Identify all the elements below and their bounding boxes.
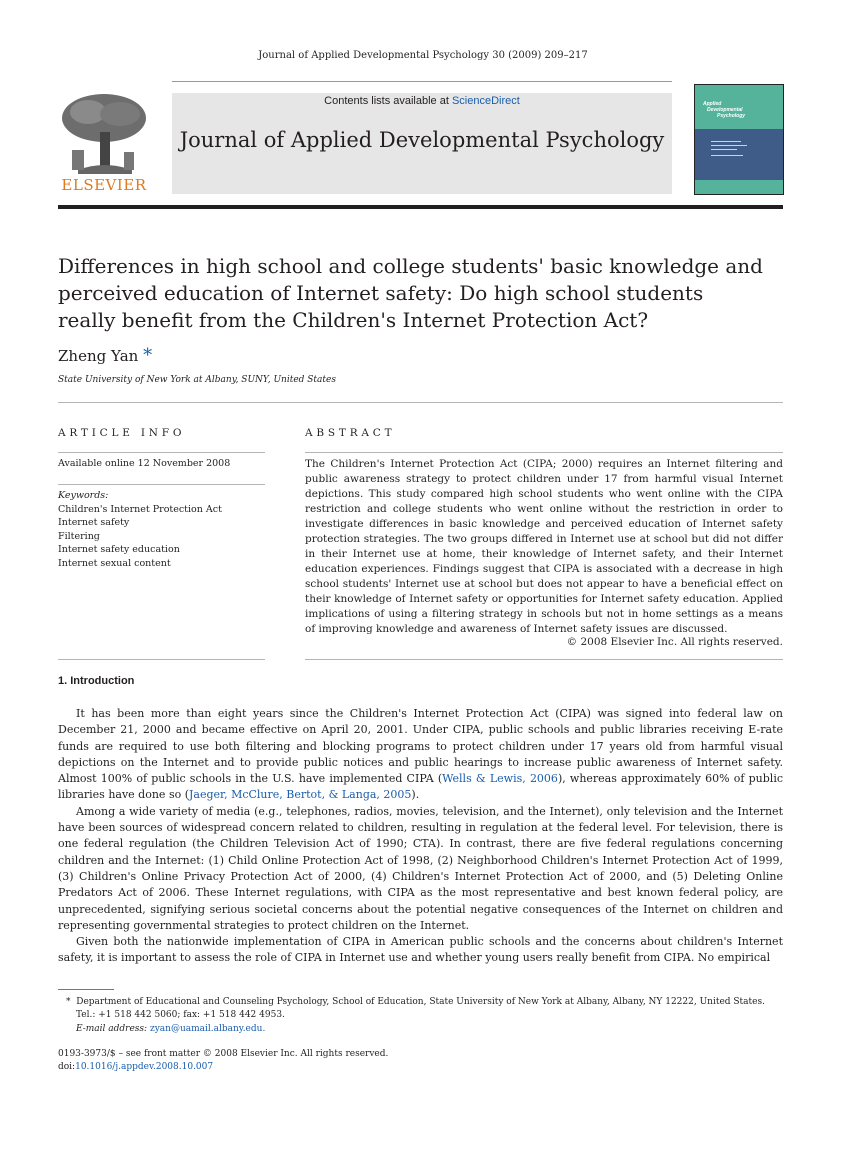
header-rule [172, 81, 672, 82]
abstract-heading: ABSTRACT [305, 427, 396, 439]
article-info-bottom-rule [58, 659, 265, 660]
footnote-rule [58, 989, 114, 990]
author: Zheng Yan * [58, 345, 153, 366]
introduction-body [58, 706, 783, 967]
citation-link[interactable]: Jaeger, McClure, Bertot, & Langa, 2005 [189, 788, 412, 802]
journal-cover [694, 84, 784, 195]
author-footnote-link[interactable]: * [143, 345, 153, 366]
section-rule [58, 402, 783, 403]
keyword-item: Internet safety [58, 517, 130, 528]
paragraph: Given both the nationwide implementation of CIPA in American public schools and the concerns about children's Internet safety, it is important to assess the role of CIPA in Internet use and whether young users really benefit from CIPA. No empirical [58, 935, 783, 965]
paragraph: Among a wide variety of media (e.g., telephones, radios, movies, television, and the Internet), only television and the Internet have been sources of widespread concern related to children, resulting in regulation at the federal level. For television, there is one federal regulation (the Children Television Act of 1990; CTA). In contrast, there are five federal regulations concerning children and the Internet: (1) Child Online Protection Act of 1998, (2) Neighborhood Children's Internet Protection Act of 1999, (3) Children's Online Privacy Protection Act of 2000, (4) Children's Internet Protection Act of 2000, and (5) Deleting Online Predators Act of 2006. These Internet regulations, with CIPA as the most representative and best known federal policy, are unprecedented, signifying serious societal concerns about the potential negative consequences of the Internet on children and representing governmental strategies to protect children on the Internet. [58, 804, 783, 932]
journal-name: Journal of Applied Developmental Psychology [179, 128, 665, 152]
paragraph: It has been more than eight years since the Children's Internet Protection Act (CIPA) was signed into federal law on December 21, 2000 and became effective on April 20, 2001. Under CIPA, public schools and public libraries receiving E-rate funds are required to use both filtering and blocking programs to protect children under 17 years old from harmful visual depictions on the Internet and to provide public notices and public hearings to increase public awareness of Internet safety. Almost 100% of public schools in the U.S. have implemented CIPA (Wells & Lewis, 2006), whereas approximately 60% of public libraries have done so (Jaeger, McClure, Bertot, & Langa, 2005). [58, 707, 783, 802]
header-thick-rule [58, 205, 783, 209]
publisher-wordmark: ELSEVIER [61, 176, 147, 194]
section-heading-introduction: 1. Introduction [58, 675, 135, 687]
keywords: Keywords: Children's Internet Protection Act Internet safety Filtering Internet safety education Internet sexual content [58, 490, 222, 569]
copyright: © 2008 Elsevier Inc. All rights reserved. [566, 636, 783, 648]
doi-link[interactable]: 10.1016/j.appdev.2008.10.007 [75, 1062, 214, 1073]
abstract-bottom-rule [305, 659, 783, 660]
keyword-item: Children's Internet Protection Act [58, 503, 222, 515]
article-info-heading: ARTICLE INFO [58, 427, 186, 439]
cover-title: Applied Developmental Psychology [703, 101, 746, 119]
front-matter: 0193-3973/$ – see front matter © 2008 Elsevier Inc. All rights reserved. doi:10.1016/j.appdev.2008.10.007 [58, 1049, 389, 1073]
article-title: Differences in high school and college students' basic knowledge and perceived education of Internet safety: Do high school students really benefit from the Children's Internet Protection Act? [58, 254, 763, 332]
sciencedirect-link[interactable]: ScienceDirect [451, 95, 520, 107]
keywords-rule [58, 484, 265, 485]
article-info-rule [58, 452, 265, 453]
abstract-rule [305, 452, 783, 453]
abstract-text: The Children's Internet Protection Act (CIPA; 2000) requires an Internet filtering and public awareness strategy to protect children under 17 from harmful visual Internet depictions. This study compared high school students who went online with the CIPA restriction and college students who went online without the restriction in order to investigate differences in basic knowledge and perceived education of Internet safety protection strategies. The two groups differed in Internet use at school but did not differ in their Internet use at home, their knowledge of Internet safety, and their Internet education experiences. Findings suggest that CIPA is associated with a decrease in high school students' Internet use at school but does not appear to have a beneficial effect on their knowledge of Internet safety or opportunities for Internet safety education. Applied implications of using a filtering strategy in schools but not in home settings as a means of improving knowledge and awareness of Internet safety issues are discussed. [305, 458, 783, 635]
citation-link[interactable]: Wells & Lewis, 2006 [442, 772, 558, 786]
keyword-item: Internet safety education [58, 544, 180, 555]
available-online: Available online 12 November 2008 [58, 458, 231, 469]
keyword-item: Internet sexual content [58, 557, 171, 569]
affiliation: State University of New York at Albany, SUNY, United States [58, 375, 336, 385]
footnote: * Department of Educational and Counseling Psychology, School of Education, State University of New York at Albany, Albany, NY 12222, United States. Tel.: +1 518 442 5060; fax: +1 518 442 4953. E-mail address: zyan@uamail.albany.edu. [66, 997, 765, 1034]
keyword-item: Filtering [58, 530, 100, 542]
elsevier-logo [58, 92, 150, 196]
contents-line: Contents lists available at ScienceDirect [324, 95, 520, 107]
running-head: Journal of Applied Developmental Psychology 30 (2009) 209–217 [258, 50, 588, 61]
email-link[interactable]: zyan@uamail.albany.edu. [149, 1023, 266, 1034]
